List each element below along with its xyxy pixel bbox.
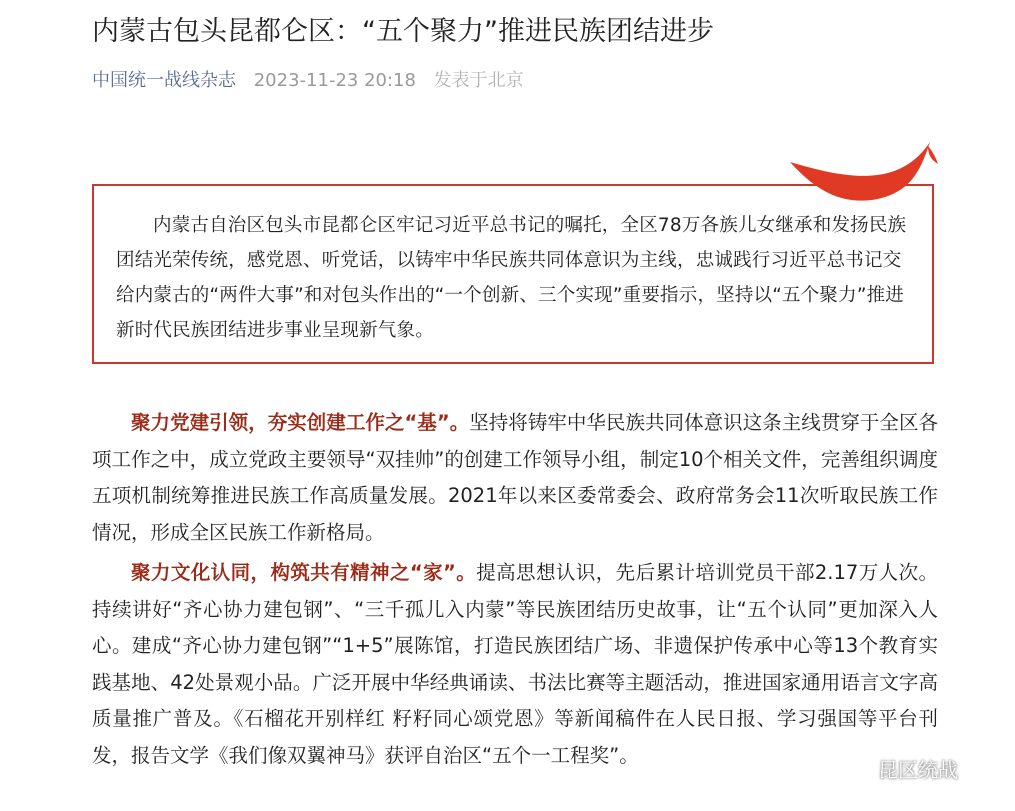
article-meta [92, 68, 524, 94]
intro-box [92, 184, 934, 364]
publish-time: 2023-11-23 20:18 [253, 70, 416, 91]
watermark [838, 752, 958, 784]
article-title: 内蒙古包头昆都仑区：“五个聚力”推进民族团结进步 [92, 16, 714, 47]
wechat-icon [838, 753, 872, 783]
paragraph-body: 提高思想认识，先后累计培训党员干部2.17万人次。持续讲好“齐心协力建包钢”、“三千孤儿入内蒙”等民族团结历史故事，让“五个认同”更加深入人心。建成“齐心协力建包钢”“1+5”展陈馆，打造民族团结广场、非遗保护传承中心等13个教育实践基地、42处景观小品。广泛开展中华经典诵读、书法比赛等主题活动，推进国家通用语言文字高质量推广普及。《石榴花开别样红 籽籽同心颂党恩》等新闻稿件在人民日报、学习强国等平台刊发，报告文学《我们像双翼神马》获评自治区“五个一工程奖”。 [92, 561, 938, 767]
paragraph-lead: 聚力文化认同，构筑共有精神之“家”。 [131, 561, 477, 584]
watermark-text: 昆区统战 [878, 757, 958, 782]
paragraph-body: 坚持将铸牢中华民族共同体意识这条主线贯穿于全区各项工作之中，成立党政主要领导“双挂帅”的创建工作领导小组，制定10个相关文件，完善组织调度五项机制统筹推进民族工作高质量发展。2021年以来区委常委会、政府常务会11次听取民族工作情况，形成全区民族工作新格局。 [92, 411, 938, 544]
article-paragraph [92, 555, 938, 774]
publish-location: 发表于北京 [433, 70, 524, 91]
intro-text: 内蒙古自治区包头市昆都仑区牢记习近平总书记的嘱托，全区78万各族儿女继承和发扬民族团结光荣传统，感党恩、听党话，以铸牢中华民族共同体意识为主线，忠诚践行习近平总书记交给内蒙古的“两件大事”和对包头作出的“一个创新、三个实现”重要指示，坚持以“五个聚力”推进新时代民族团结进步事业呈现新气象。 [116, 215, 907, 341]
paragraph-lead: 聚力党建引领，夯实创建工作之“基”。 [131, 411, 470, 434]
source-account-link[interactable]: 中国统一战线杂志 [92, 70, 236, 91]
flame-decoration-icon [790, 142, 940, 202]
article-paragraph [92, 405, 938, 551]
